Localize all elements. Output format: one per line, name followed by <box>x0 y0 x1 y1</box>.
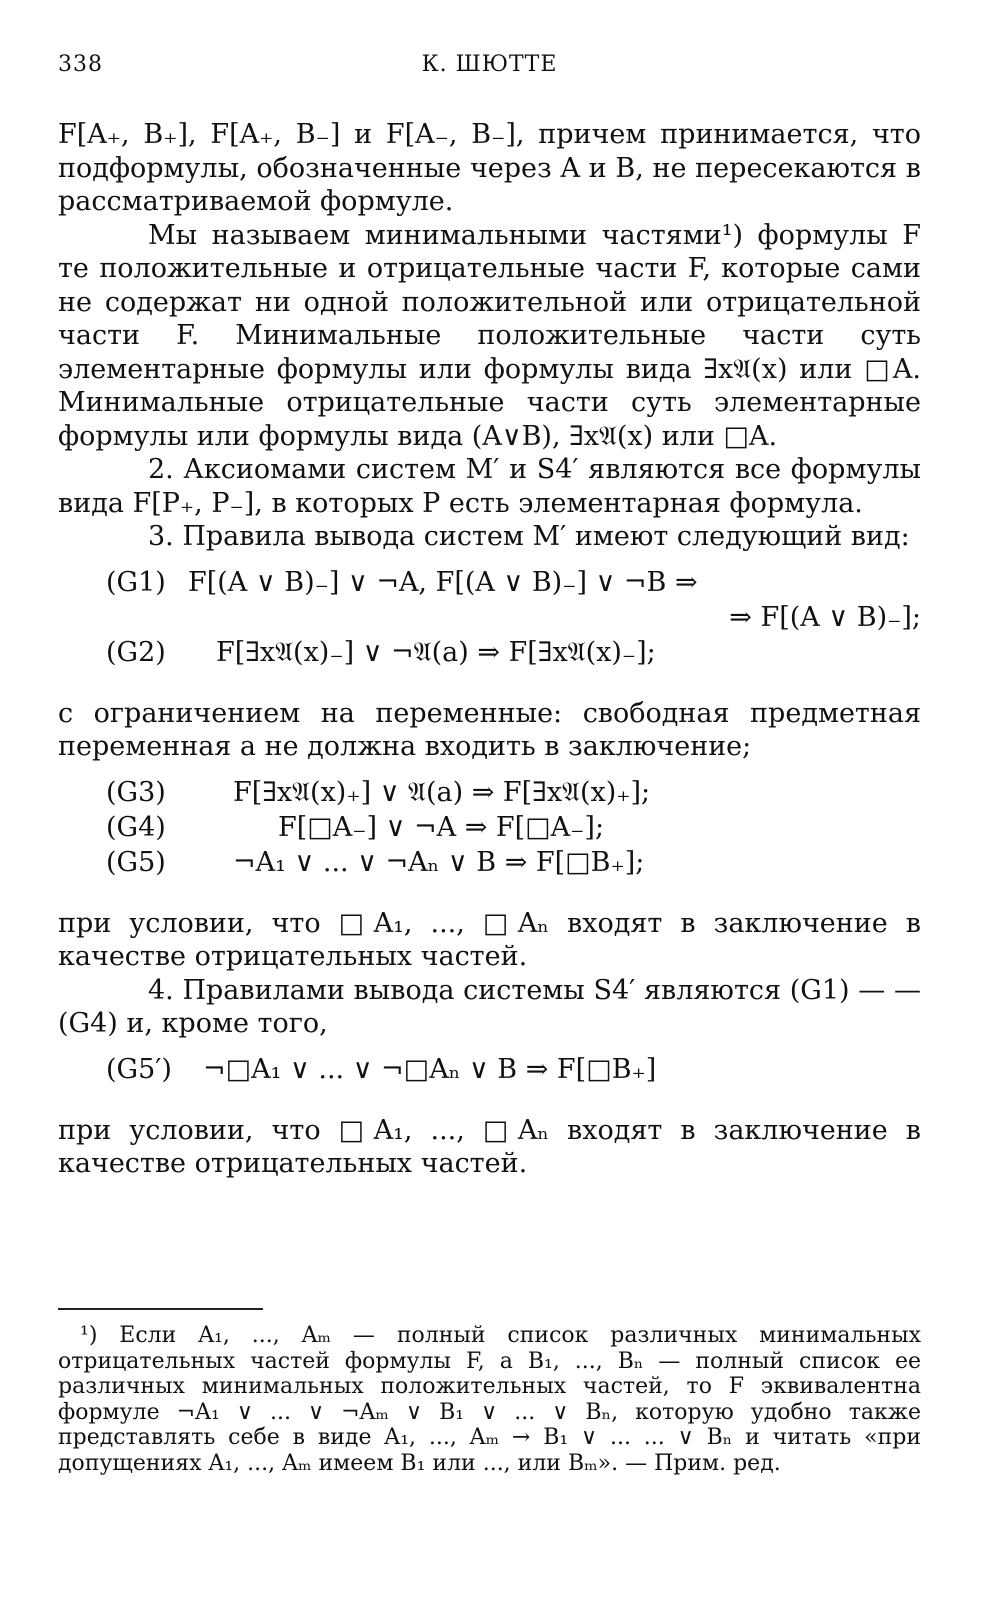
rule-g2 <box>58 636 921 671</box>
running-title: К. ШЮТТЕ <box>421 52 558 77</box>
rule-g3-expr: F[∃x𝔄(x)₊] ∨ 𝔄(a) ⇒ F[∃x𝔄(x)₊]; <box>233 776 651 808</box>
footnote-text: ¹) Если A₁, ..., Aₘ — полный список различных минимальных отрицательных частей формулы F, а B₁, ..., Bₙ — полный список ее различных минимальных положительных частей, то F эквивалентна формуле ¬A₁ ∨ ... ∨ ¬Aₘ ∨ B₁ ∨ ... ∨ Bₙ, которую удобно также представлять себе в виде A₁, ..., Aₘ → B₁ ∨ ... ... ∨ Bₙ и читать «при допущениях A₁, ..., Aₘ имеем B₁ или ..., или Bₘ». — Прим. ред. <box>58 1323 921 1476</box>
paragraph-restriction: с ограничением на переменные: свободная предметная переменная a не должна входить в заключение; <box>58 697 921 762</box>
rule-g5-prime-label: (G5′) <box>106 1053 172 1085</box>
rule-g2-expr: F[∃x𝔄(x)₋] ∨ ¬𝔄(a) ⇒ F[∃x𝔄(x)₋]; <box>216 636 656 668</box>
paragraph-rules-intro: 3. Правила вывода систем M′ имеют следующий вид: <box>148 521 910 552</box>
rule-g3 <box>58 776 921 811</box>
rule-g1-cont: ⇒ F[(A ∨ B)₋]; <box>729 601 921 633</box>
paragraph-axioms: 2. Аксиомами систем M′ и S4′ являются все формулы вида F[P₊, P₋], в которых P есть элементарная формула. <box>58 454 921 519</box>
rule-g1-label: (G1) <box>106 566 166 598</box>
page-header <box>58 52 921 84</box>
paragraph-1: F[A₊, B₊], F[A₊, B₋] и F[A₋, B₋], причем принимается, что подформулы, обозначенные через A и B, не пересекаются в рассматриваемой формуле. <box>58 119 921 217</box>
rule-g4-label: (G4) <box>106 811 166 843</box>
rule-g2-label: (G2) <box>106 636 166 668</box>
rule-g5-expr: ¬A₁ ∨ ... ∨ ¬Aₙ ∨ B ⇒ F[□B₊]; <box>233 846 645 878</box>
paragraph-condition-1: при условии, что □A₁, ..., □Aₙ входят в заключение в качестве отрицательных частей. <box>58 907 921 972</box>
rule-g1 <box>58 566 921 601</box>
rule-g1-expr: F[(A ∨ B)₋] ∨ ¬A, F[(A ∨ B)₋] ∨ ¬B ⇒ <box>188 566 698 598</box>
rule-g3-label: (G3) <box>106 776 166 808</box>
rule-g5-label: (G5) <box>106 846 166 878</box>
rule-g5 <box>58 846 921 881</box>
footnote <box>58 1323 921 1477</box>
page-number: 338 <box>58 52 103 77</box>
paragraph-2: Мы называем минимальными частями¹) формулы F те положительные и отрицательные части F, которые сами не содержат ни одной положительной или отрицательной части F. Минимальные положительные части суть элементарные формулы или формулы вида ∃x𝔄(x) или □A. Минимальные отрицательные части суть элементарные формулы или формулы вида (A∨B), ∃x𝔄(x) или □A. <box>58 219 921 452</box>
rule-g1-continuation <box>58 601 921 636</box>
paragraph-condition-2: при условии, что □A₁, ..., □Aₙ входят в заключение в качестве отрицательных частей. <box>58 1114 921 1179</box>
main-text <box>58 118 921 1181</box>
rule-g5-prime-expr: ¬□A₁ ∨ ... ∨ ¬□Aₙ ∨ B ⇒ F[□B₊] <box>203 1053 657 1085</box>
footnote-divider <box>58 1308 263 1310</box>
rule-g4 <box>58 811 921 846</box>
rule-g5-prime <box>58 1053 921 1088</box>
paragraph-s4-rules: 4. Правилами вывода системы S4′ являются (G1) — — (G4) и, кроме того, <box>58 974 921 1039</box>
rule-g4-expr: F[□A₋] ∨ ¬A ⇒ F[□A₋]; <box>278 811 605 843</box>
